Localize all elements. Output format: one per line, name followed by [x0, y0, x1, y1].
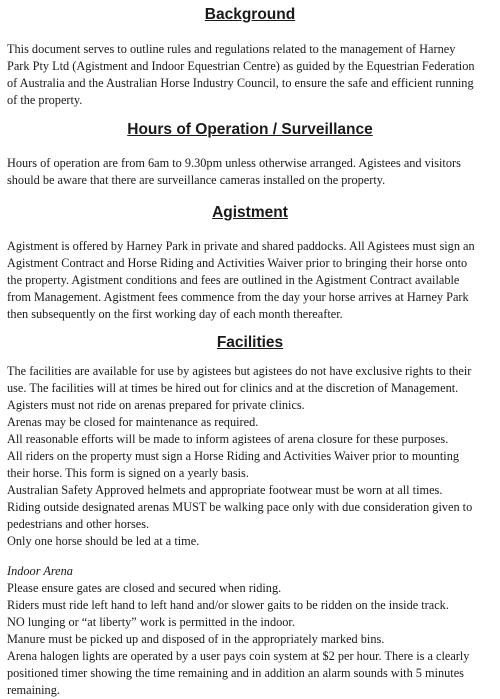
facilities-paragraph [7, 363, 494, 550]
facilities-heading: Facilities [216, 334, 284, 351]
hours-paragraph [7, 155, 494, 189]
text-line: use. The facilities will at times be hired out for clinics and at the discretion of Management. [7, 381, 459, 395]
text-line: then subsequently on the first working day of each month thereafter. [7, 307, 343, 321]
background-heading: Background [204, 6, 296, 23]
text-line: Manure must be picked up and disposed of in the appropriately marked bins. [7, 632, 385, 646]
text-line: should be aware that there are surveillance cameras installed on the property. [7, 173, 386, 187]
hours-heading: Hours of Operation / Surveillance [127, 121, 373, 138]
text-line: positioned timer showing the time remaining and in addition an alarm sounds with 5 minutes [7, 666, 464, 680]
agistment-paragraph [7, 238, 494, 323]
text-line: All reasonable efforts will be made to inform agistees of arena closure for these purposes. [7, 432, 449, 446]
text-line: Hours of operation are from 6am to 9.30pm unless otherwise arranged. Agistees and visitors [7, 156, 461, 170]
text-line: Agistment is offered by Harney Park in private and shared paddocks. All Agistees must sign an [7, 239, 475, 253]
text-line: pedestrians and other horses. [7, 517, 150, 531]
text-line: The facilities are available for use by agistees but agistees do not have exclusive rights to their [7, 364, 472, 378]
text-line: the property. Agistment conditions and fees are outlined in the Agistment Contract available [7, 273, 460, 287]
indoor-arena-subheading: Indoor Arena [7, 564, 73, 578]
text-line: Australian Safety Approved helmets and appropriate footwear must be worn at all times. [7, 483, 443, 497]
text-line: from Management. Agistment fees commence from the day your horse arrives at Harney Park [7, 290, 469, 304]
text-line: Arena halogen lights are operated by a user pays coin system at $2 per hour. There is a clearly [7, 649, 470, 663]
text-line: Please ensure gates are closed and secured when riding. [7, 581, 282, 595]
text-line: Agistment Contract and Horse Riding and Activities Waiver prior to bringing their horse onto [7, 256, 468, 270]
text-line: their horse. This form is signed on a yearly basis. [7, 466, 249, 480]
text-line: Arenas may be closed for maintenance as required. [7, 415, 259, 429]
text-line: Park Pty Ltd (Agistment and Indoor Equestrian Centre) as guided by the Equestrian Federation [7, 59, 475, 73]
agistment-heading: Agistment [212, 204, 288, 221]
text-line: Riding outside designated arenas MUST be walking pace only with due consideration given to [7, 500, 473, 514]
text-line: This document serves to outline rules and regulations related to the management of Harney [7, 42, 456, 56]
text-line: of the property. [7, 93, 83, 107]
text-line: All riders on the property must sign a Horse Riding and Activities Waiver prior to mounting [7, 449, 459, 463]
text-line: of Australia and the Australian Horse Industry Council, to ensure the safe and efficient running [7, 76, 474, 90]
text-line: Agisters must not ride on arenas prepared for private clinics. [7, 398, 305, 412]
text-line: Riders must ride left hand to left hand and/or slower gaits to be ridden on the inside track. [7, 598, 449, 612]
indoor-arena-paragraph [7, 563, 494, 699]
background-paragraph [7, 41, 494, 109]
text-line: remaining. [7, 683, 60, 697]
text-line: Only one horse should be led at a time. [7, 534, 200, 548]
text-line: NO lunging or “at liberty” work is permitted in the indoor. [7, 615, 295, 629]
